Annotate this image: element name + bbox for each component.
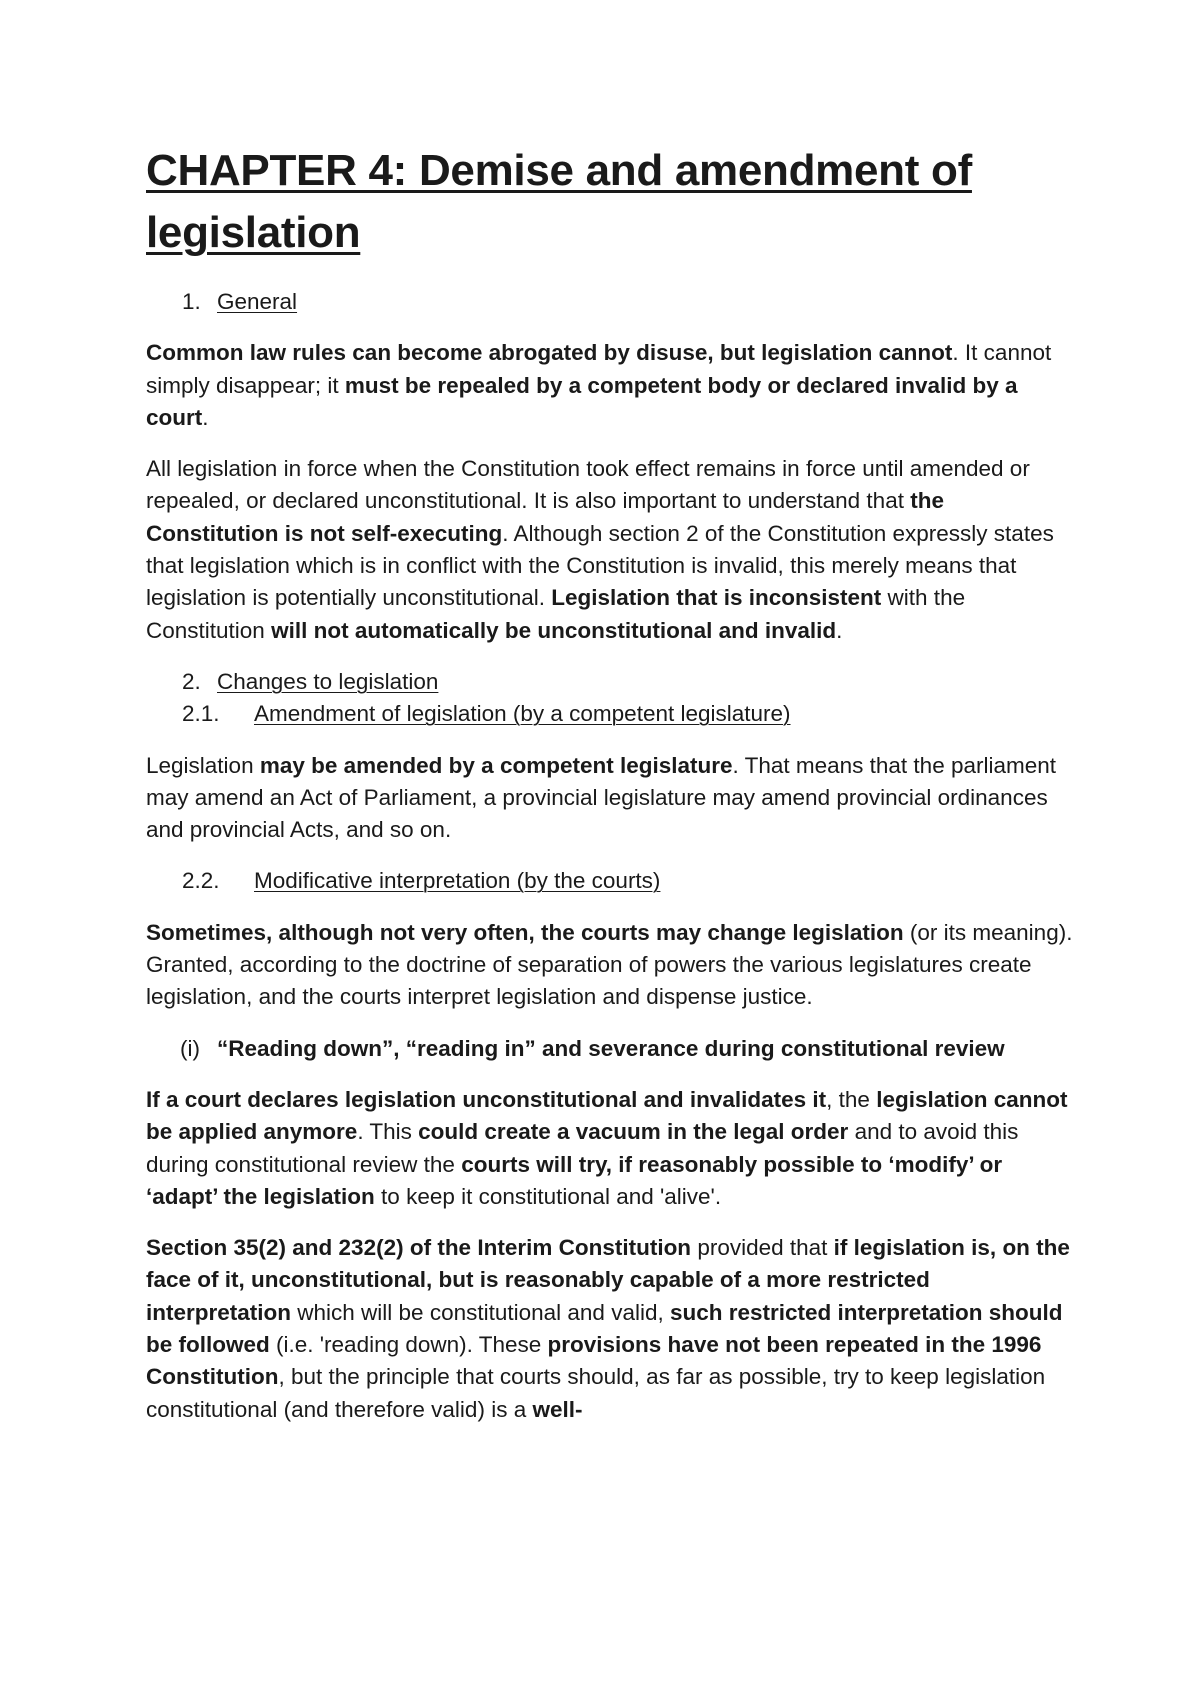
text-run: (i.e. 'reading down). These — [269, 1332, 548, 1358]
bold-run: must be repealed by a competent body or declared invalid by a court — [146, 372, 1018, 430]
text-run: , the — [826, 1086, 877, 1112]
section-heading-general — [146, 286, 1076, 318]
document-page — [146, 140, 1076, 1445]
paragraph — [146, 453, 1076, 647]
bold-run: could create a vacuum in the legal order — [418, 1119, 849, 1145]
bold-run: the Constitution is not self-executing — [146, 488, 944, 546]
bold-run: Common law rules can become abrogated by disuse, but legislation cannot — [146, 340, 953, 366]
paragraph — [146, 917, 1076, 1014]
text-run: . It cannot simply disappear; it — [146, 340, 1052, 398]
section-number: 2.2. — [182, 868, 220, 894]
section-number: 1. — [182, 289, 201, 314]
text-run: provided that — [691, 1235, 834, 1261]
text-run: Legislation — [146, 752, 260, 778]
subsection-heading-modificative — [146, 865, 1076, 897]
text-run: and to avoid this during constitutional review the — [146, 1119, 1019, 1177]
section-heading-changes — [146, 666, 1076, 698]
text-run: . — [202, 404, 209, 430]
bold-run: If a court declares legislation unconstitutional and invalidates it — [146, 1086, 827, 1112]
paragraph — [146, 337, 1076, 434]
section-number: 2. — [182, 668, 201, 694]
section-label: Modificative interpretation (by the courts) — [254, 868, 661, 894]
roman-heading-reading-down — [146, 1033, 1076, 1065]
bold-run: courts will try, if reasonably possible to ‘modify’ or ‘adapt’ the legislation — [146, 1151, 1003, 1209]
chapter-title: CHAPTER 4: Demise and amendment of legislation — [146, 146, 972, 257]
text-run: . Although section 2 of the Constitution expressly states that legislation which is in conflict with the Constitution is invalid, this merely means that legislation is potentially unconstitutional. — [146, 520, 1054, 611]
text-run: with the Constitution — [146, 585, 966, 643]
bold-run: Legislation that is inconsistent — [551, 585, 882, 611]
paragraph — [146, 1232, 1076, 1426]
text-run: which will be constitutional and valid, — [291, 1299, 670, 1325]
bold-run: Sometimes, although not very often, the courts may change legislation — [146, 919, 904, 945]
section-label: Changes to legislation — [217, 668, 439, 694]
bold-run: such restricted interpretation should be followed — [146, 1299, 1063, 1358]
text-run: . — [836, 617, 843, 643]
section-label: General — [217, 289, 298, 314]
bold-run: if legislation is, on the face of it, unconstitutional, but is reasonably capable of a more restricted interpretation — [146, 1235, 1070, 1325]
bold-run: legislation cannot be applied anymore — [146, 1086, 1068, 1145]
text-run: to keep it constitutional and 'alive'. — [374, 1183, 722, 1209]
bold-run: Section 35(2) and 232(2) of the Interim Constitution — [146, 1235, 692, 1261]
text-run: . That means that the parliament may amend an Act of Parliament, a provincial legislature may amend provincial ordinances and provincial Acts, and so on. — [146, 752, 1057, 843]
section-number: 2.1. — [182, 701, 220, 727]
text-run: . This — [357, 1119, 419, 1145]
section-number: (i) — [180, 1035, 200, 1061]
section-label: Amendment of legislation (by a competent legislature) — [254, 701, 791, 727]
bold-run: may be amended by a competent legislature — [259, 752, 733, 778]
text-run: (or its meaning). Granted, according to the doctrine of separation of powers the various legislatures create legislation, and the courts interpret legislation and dispense justice. — [146, 919, 1073, 1010]
bold-run: well- — [532, 1396, 583, 1422]
paragraph — [146, 1084, 1076, 1213]
paragraph — [146, 750, 1076, 847]
text-run: , but the principle that courts should, as far as possible, try to keep legislation constitutional (and therefore valid) is a — [146, 1364, 1046, 1422]
bold-run: provisions have not been repeated in the 1996 Constitution — [146, 1332, 1042, 1390]
section-label: “Reading down”, “reading in” and severance during constitutional review — [217, 1035, 1005, 1061]
subsection-heading-amendment — [146, 698, 1076, 730]
bold-run: will not automatically be unconstitutional and invalid — [271, 617, 837, 643]
text-run: All legislation in force when the Constitution took effect remains in force until amended or repealed, or declared unconstitutional. It is also important to understand that — [146, 456, 1030, 514]
